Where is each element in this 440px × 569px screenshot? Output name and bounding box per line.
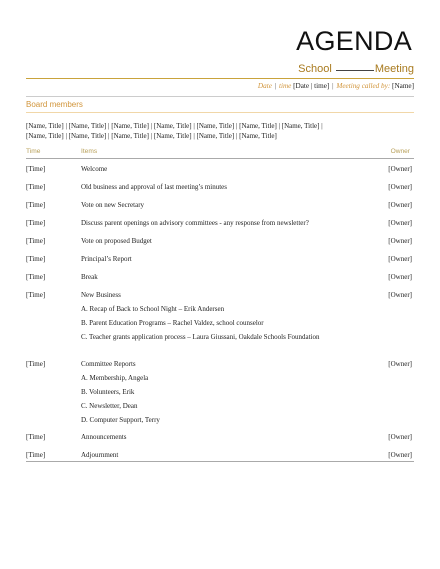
row-owner: [Owner] — [388, 451, 412, 459]
table-row — [26, 284, 414, 353]
board-divider — [26, 112, 414, 113]
row-item: Discuss parent openings on advisory committees - any response from newsletter? — [81, 219, 309, 227]
row-item: Adjournment — [81, 451, 119, 459]
row-owner: [Owner] — [388, 237, 412, 245]
meeting-label: Meeting — [374, 63, 414, 75]
table-row — [26, 176, 414, 194]
called-by-value: [Name] — [392, 82, 414, 90]
table-row — [26, 266, 414, 284]
row-item-cell — [81, 290, 356, 342]
table-row — [26, 426, 414, 444]
row-subitem: B. Volunteers, Erik — [81, 388, 135, 396]
column-header-items: Items — [81, 148, 98, 155]
row-subitem: C. Teacher grants application process – Laura Giussani, Oakdale Schools Foundation — [81, 333, 320, 341]
row-owner: [Owner] — [388, 219, 412, 227]
column-header-owner: Owner — [390, 148, 410, 155]
row-item: Committee Reports — [81, 360, 136, 368]
row-subitem: A. Recap of Back to School Night – Erik Andersen — [81, 305, 225, 313]
row-item: Principal’s Report — [81, 255, 132, 263]
row-item: Welcome — [81, 165, 108, 173]
row-time: [Time] — [26, 433, 46, 441]
row-time: [Time] — [26, 451, 46, 459]
row-item-cell — [81, 236, 356, 246]
table-row — [26, 444, 414, 462]
page-title: AGENDA — [296, 26, 412, 56]
school-label: School — [298, 63, 332, 75]
row-item-cell — [81, 218, 356, 228]
date-label: Date — [257, 82, 272, 90]
row-subitem: D. Computer Support, Terry — [81, 416, 160, 424]
row-subitem: A. Membership, Angela — [81, 374, 149, 382]
row-owner: [Owner] — [388, 433, 412, 441]
row-item-cell — [81, 359, 356, 425]
row-item: Vote on new Secretary — [81, 201, 145, 209]
row-item: Announcements — [81, 433, 127, 441]
meeting-meta: Date | time [Date | time] | Meeting called by: [Name] — [257, 82, 414, 90]
row-owner: [Owner] — [388, 255, 412, 263]
row-time: [Time] — [26, 201, 46, 209]
row-owner: [Owner] — [388, 165, 412, 173]
row-item-cell — [81, 164, 356, 174]
row-item-cell — [81, 200, 356, 210]
table-row — [26, 353, 414, 426]
agenda-table-body — [26, 158, 414, 462]
row-item: Old business and approval of last meeting’s minutes — [81, 183, 228, 191]
row-item: Vote on proposed Budget — [81, 237, 152, 245]
meeting-name-blank — [336, 70, 374, 71]
table-row — [26, 158, 414, 176]
board-members-heading: Board members — [26, 100, 83, 109]
board-members-line: [Name, Title] | [Name, Title] | [Name, Title] | [Name, Title] | [Name, Title] | [Name, Title] — [26, 132, 277, 140]
time-label: time — [278, 82, 292, 90]
table-row — [26, 212, 414, 230]
row-time: [Time] — [26, 165, 46, 173]
meta-divider — [26, 96, 414, 97]
row-owner: [Owner] — [388, 183, 412, 191]
row-item-cell — [81, 432, 356, 442]
row-time: [Time] — [26, 219, 46, 227]
row-time: [Time] — [26, 237, 46, 245]
row-time: [Time] — [26, 360, 46, 368]
row-time: [Time] — [26, 291, 46, 299]
board-members-line: [Name, Title] | [Name, Title] | [Name, Title] | [Name, Title] | [Name, Title] | [Name, Title] | [Name, Title] | — [26, 122, 323, 130]
row-item-cell — [81, 182, 356, 192]
column-header-time: Time — [26, 148, 41, 155]
row-owner: [Owner] — [388, 201, 412, 209]
called-by-label: Meeting called by — [336, 82, 388, 90]
table-row — [26, 230, 414, 248]
row-time: [Time] — [26, 183, 46, 191]
row-subitem: B. Parent Education Programs – Rachel Valdez, school counselor — [81, 319, 264, 327]
row-item: New Business — [81, 291, 121, 299]
row-item-cell — [81, 450, 356, 460]
row-item-cell — [81, 254, 356, 264]
row-item-cell — [81, 272, 356, 282]
board-members-list — [26, 121, 406, 141]
row-owner: [Owner] — [388, 360, 412, 368]
header-divider — [26, 78, 414, 79]
row-time: [Time] — [26, 273, 46, 281]
row-time: [Time] — [26, 255, 46, 263]
table-row — [26, 248, 414, 266]
meeting-subtitle — [298, 63, 414, 75]
table-row — [26, 194, 414, 212]
row-owner: [Owner] — [388, 273, 412, 281]
row-subitem: C. Newsletter, Dean — [81, 402, 138, 410]
date-time-value: [Date | time] — [293, 82, 330, 90]
row-item: Break — [81, 273, 98, 281]
row-owner: [Owner] — [388, 291, 412, 299]
